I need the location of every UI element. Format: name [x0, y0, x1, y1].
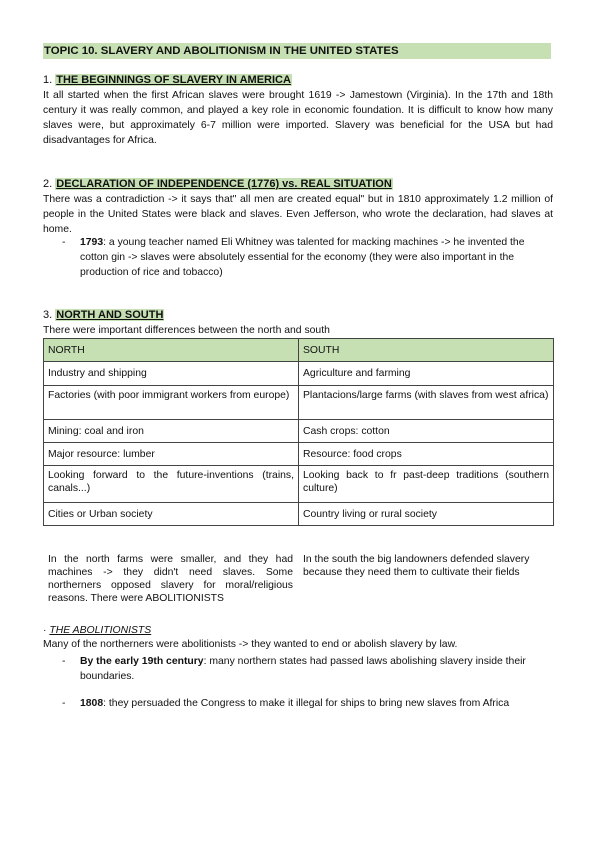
section-2-text: There was a contradiction -> it says that" all men are created equal" but in 1810 approximately 1.2 million of people in the United States were black and slaves. Even Jefferson, who wrote the declaration, had slaves at home. [43, 194, 553, 235]
table-cell-south: Country living or rural society [299, 503, 554, 526]
table-cell-north: Mining: coal and iron [44, 420, 299, 443]
abolitionists-intro: Many of the northerners were abolitionists -> they wanted to end or abolish slavery by law. [43, 639, 458, 650]
table-cell-north: Looking forward to the future-inventions (trains, canals...) [44, 466, 299, 503]
bullet-period: By the early 19th century [80, 656, 204, 667]
table-row [44, 443, 554, 466]
section-2-heading [43, 177, 393, 192]
table-row [44, 503, 554, 526]
table-cell-north: Major resource: lumber [44, 443, 299, 466]
table-header-south: SOUTH [299, 339, 554, 362]
page-title: TOPIC 10. SLAVERY AND ABOLITIONISM IN THE UNITED STATES [43, 43, 551, 59]
table-cell-north: Cities or Urban society [44, 503, 299, 526]
table-cell-south: Agriculture and farming [299, 362, 554, 386]
section-3-title: NORTH AND SOUTH [56, 309, 164, 321]
section-1-title: THE BEGINNINGS OF SLAVERY IN AMERICA [56, 74, 291, 86]
section-1-text: It all started when the first African slaves were brought 1619 -> Jamestown (Virginia). In the 17th and 18th century it was really common, and played a key role in economic foundation. It is difficult to know how many slaves were, but approximately 6-7 million were imported. Slavery was beneficial for the USA but had disadvantages for Africa. [43, 90, 553, 146]
table-cell-north: Industry and shipping [44, 362, 299, 386]
section-1-number: 1. [43, 74, 53, 86]
abolitionists-heading [43, 624, 151, 638]
section-2-bullet [62, 235, 554, 280]
abolitionists-bullet [62, 696, 554, 711]
table-row [44, 386, 554, 420]
north-note: In the north farms were smaller, and they had machines -> they didn't need slaves. Some northerners opposed slavery for moral/religious reasons. There were ABOLITIONISTS [48, 554, 293, 604]
section-3-heading [43, 308, 164, 323]
section-3-intro: There were important differences between the north and south [43, 325, 330, 336]
section-1-heading [43, 73, 292, 88]
abolitionists-prefix: · [43, 625, 50, 636]
table-header-north: NORTH [44, 339, 299, 362]
bullet-text: : a young teacher named Eli Whitney was talented for macking machines -> he invented the cotton gin -> slaves were absolutely essential for the economy (they were also important in the production of rice and tobacco) [80, 237, 525, 278]
section-2-title: DECLARATION OF INDEPENDENCE (1776) vs. REAL SITUATION [56, 178, 392, 190]
bullet-dash: - [62, 656, 66, 667]
bullet-text: : they persuaded the Congress to make it illegal for ships to bring new slaves from Africa [103, 698, 510, 709]
bullet-text: : many northern states had passed laws abolishing slavery inside their boundaries. [80, 656, 526, 682]
north-south-table [43, 338, 554, 526]
south-note: In the south the big landowners defended slavery because they need them to cultivate their fields [303, 554, 530, 578]
table-cell-south: Cash crops: cotton [299, 420, 554, 443]
table-cell-south: Looking back to fr past-deep traditions (southern culture) [299, 466, 554, 503]
table-header-row [44, 339, 554, 362]
bullet-year: 1808 [80, 698, 104, 709]
bullet-dash: - [62, 237, 66, 248]
bullet-year: 1793 [80, 237, 104, 248]
bullet-dash: - [62, 698, 66, 709]
table-cell-south: Plantacions/large farms (with slaves from west africa) [299, 386, 554, 420]
table-row [44, 420, 554, 443]
table-cell-north: Factories (with poor immigrant workers from europe) [44, 386, 299, 420]
table-cell-south: Resource: food crops [299, 443, 554, 466]
abolitionists-bullet [62, 654, 554, 684]
section-3-number: 3. [43, 309, 53, 321]
section-2-number: 2. [43, 178, 53, 190]
table-row [44, 362, 554, 386]
table-row [44, 466, 554, 503]
abolitionists-title: THE ABOLITIONISTS [49, 625, 152, 636]
